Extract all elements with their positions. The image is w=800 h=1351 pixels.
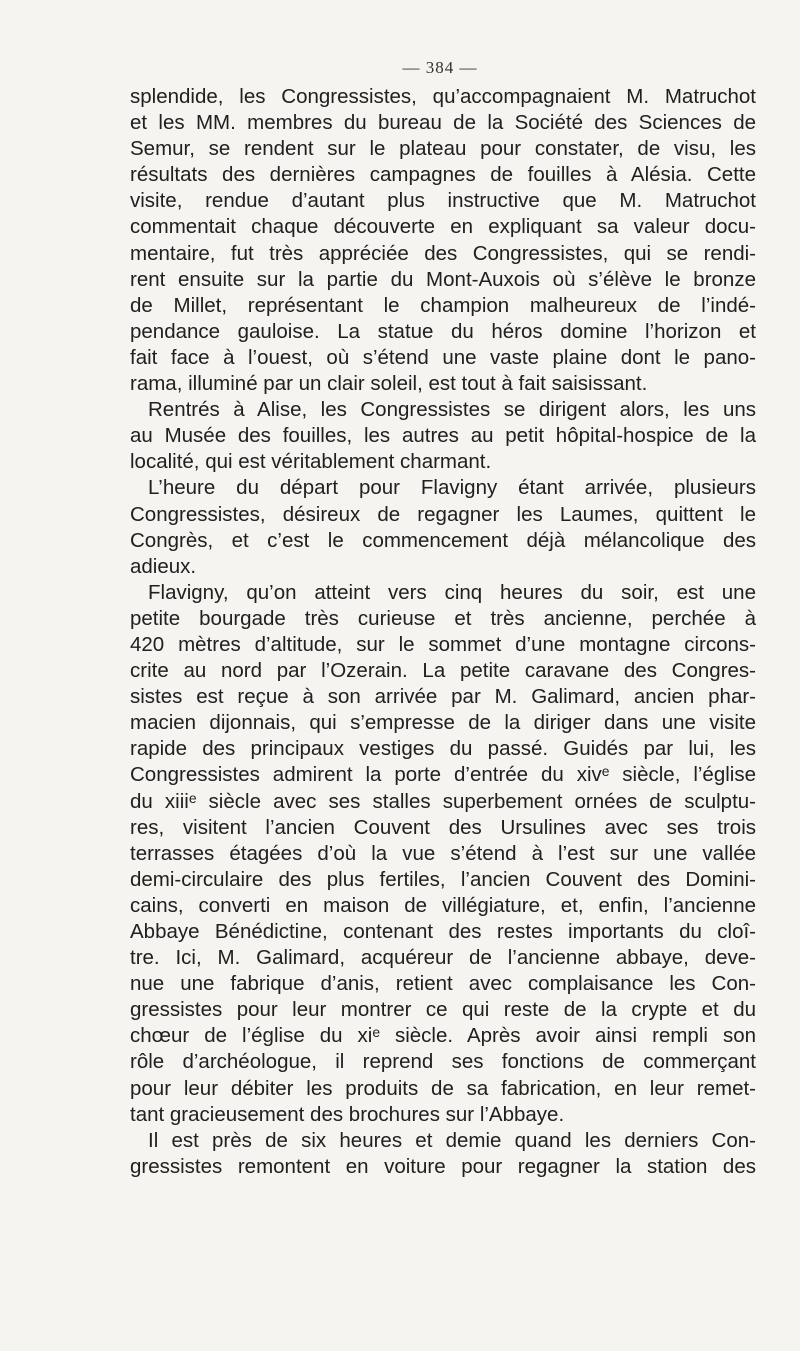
text-line: rapide des principaux vestiges du passé. Guidés par lui, les <box>130 737 756 761</box>
paragraph-alise <box>130 397 756 475</box>
text-line: pour leur débiter les produits de sa fabrication, en leur remet- <box>130 1076 756 1100</box>
text-line: Il est près de six heures et demie quand les derniers Con- <box>148 1128 756 1152</box>
text-line: Congressistes, désireux de regagner les Laumes, quittent le <box>130 502 756 526</box>
paragraph-flavigny <box>130 580 756 1128</box>
text-line: adieux. <box>130 554 197 578</box>
text-line: du xiiiᵉ siècle avec ses stalles superbement ornées de sculptu- <box>130 789 756 813</box>
text-line: pendance gauloise. La statue du héros domine l’horizon et <box>130 319 756 343</box>
text-line: L’heure du départ pour Flavigny étant arrivée, plusieurs <box>148 476 756 500</box>
text-line: nue une fabrique d’anis, retient avec complaisance les Con- <box>130 972 756 996</box>
text-line: au Musée des fouilles, les autres au petit hôpital-hospice de la <box>130 424 756 448</box>
text-line: rama, illuminé par un clair soleil, est tout à fait saisissant. <box>130 372 648 396</box>
text-line: Congrès, et c’est le commencement déjà mélancolique des <box>130 528 756 552</box>
text-line: tant gracieusement des brochures sur l’Abbaye. <box>130 1102 565 1126</box>
text-line: tre. Ici, M. Galimard, acquéreur de l’ancienne abbaye, deve- <box>130 946 756 970</box>
text-line: chœur de l’église du xiᵉ siècle. Après avoir ainsi rempli son <box>130 1024 756 1048</box>
text-line: crite au nord par l’Ozerain. La petite caravane des Congres- <box>130 659 756 683</box>
text-line: localité, qui est véritablement charmant. <box>130 450 492 474</box>
text-line: Semur, se rendent sur le plateau pour constater, de visu, les <box>130 137 756 161</box>
text-line: terrasses étagées d’où la vue s’étend à l’est sur une vallée <box>130 841 756 865</box>
text-line: et les MM. membres du bureau de la Société des Sciences de <box>130 111 756 135</box>
paragraph-visit-alesia <box>130 84 756 397</box>
text-line: demi-circulaire des plus fertiles, l’ancien Couvent des Domini- <box>130 867 756 891</box>
text-line: Flavigny, qu’on atteint vers cinq heures du soir, est une <box>148 580 756 604</box>
text-line: de Millet, représentant le champion malheureux de l’indé- <box>130 293 756 317</box>
text-line: 420 mètres d’altitude, sur le sommet d’une montagne circons- <box>130 632 756 656</box>
text-line: res, visitent l’ancien Couvent des Ursulines avec ses trois <box>130 815 756 839</box>
text-line: rent ensuite sur la partie du Mont-Auxois où s’élève le bronze <box>130 267 756 291</box>
text-line: Congressistes admirent la porte d’entrée du xivᵉ siècle, l’église <box>130 763 756 787</box>
text-line: macien dijonnais, qui s’empresse de la diriger dans une visite <box>130 711 756 735</box>
paragraph-depart <box>130 475 756 579</box>
text-line: petite bourgade très curieuse et très ancienne, perchée à <box>130 606 756 630</box>
page-number: — 384 — <box>402 58 478 77</box>
paragraph-return <box>130 1128 756 1180</box>
text-line: gressistes remontent en voiture pour regagner la station des <box>130 1154 756 1178</box>
text-line: résultats des dernières campagnes de fouilles à Alésia. Cette <box>130 163 756 187</box>
text-line: Abbaye Bénédictine, contenant des restes importants du cloî- <box>130 920 756 943</box>
text-line: rôle d’archéologue, il reprend ses fonctions de commerçant <box>130 1050 756 1074</box>
text-line: splendide, les Congressistes, qu’accompagnaient M. Matruchot <box>130 85 756 108</box>
text-line: gressistes pour leur montrer ce qui reste de la crypte et du <box>130 998 756 1022</box>
text-line: sistes est reçue à son arrivée par M. Galimard, ancien phar- <box>130 685 756 709</box>
text-line: commentait chaque découverte en expliquant sa valeur docu- <box>130 215 756 239</box>
body-text <box>130 84 756 1180</box>
text-line: Rentrés à Alise, les Congressistes se dirigent alors, les uns <box>148 398 756 422</box>
text-line: fait face à l’ouest, où s’étend une vaste plaine dont le pano- <box>130 345 756 369</box>
text-line: mentaire, fut très appréciée des Congressistes, qui se rendi- <box>130 241 756 265</box>
text-line: cains, converti en maison de villégiature, et, enfin, l’ancienne <box>130 893 756 917</box>
text-line: visite, rendue d’autant plus instructive que M. Matruchot <box>130 189 756 213</box>
